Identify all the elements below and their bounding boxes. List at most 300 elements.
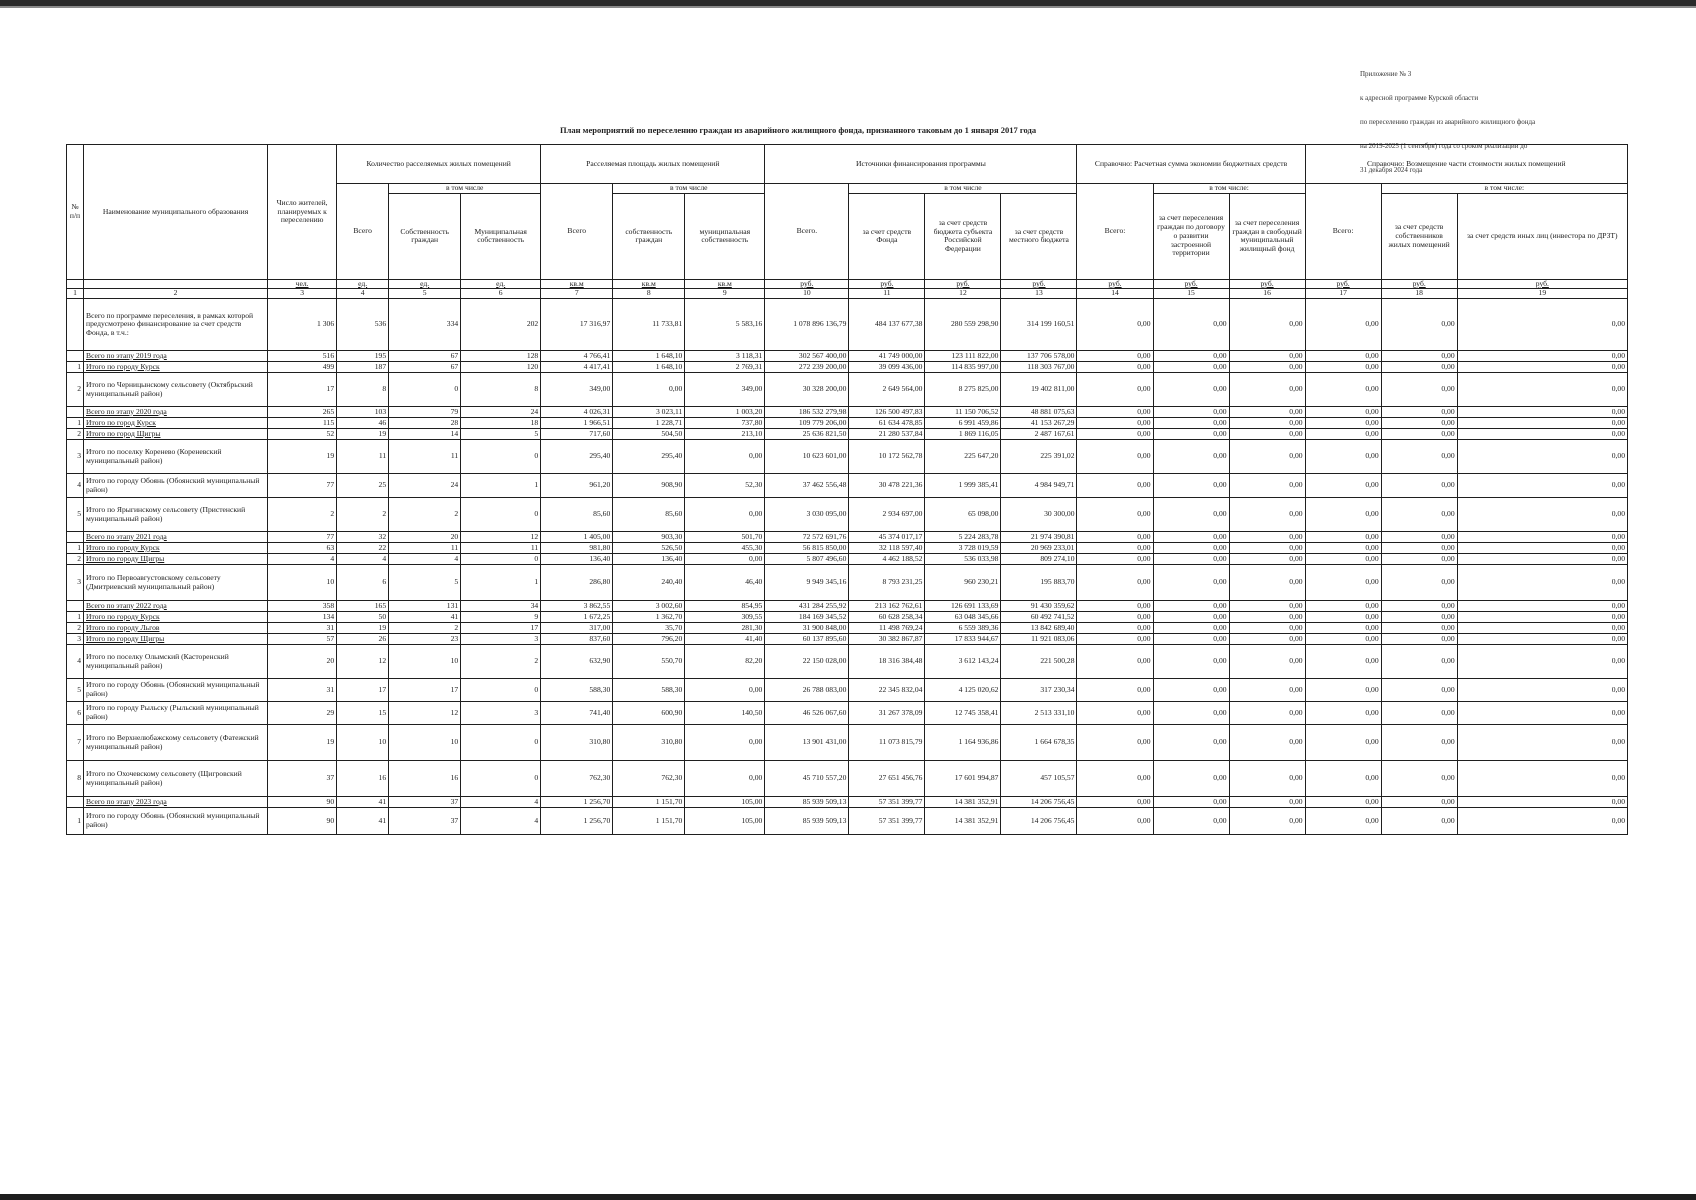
header-fin-total: Всего. [765,184,849,280]
row-name: Итого по городу Курск [84,362,268,373]
row-value: 14 206 756,45 [1001,808,1077,835]
row-value: 25 [337,474,389,498]
row-value: 0,00 [1457,554,1627,565]
table-row [67,645,1628,679]
row-value: 981,80 [541,543,613,554]
column-number: 3 [268,289,337,299]
row-value: 0,00 [1305,362,1381,373]
row-value: 0,00 [1305,543,1381,554]
table-row [67,554,1628,565]
row-value: 280 559 298,90 [925,299,1001,351]
row-value: 39 099 436,00 [849,362,925,373]
row-value: 19 [337,623,389,634]
row-value: 41 153 267,29 [1001,418,1077,429]
unit-cell: руб. [849,279,925,289]
row-value: 8 [337,373,389,407]
appendix-line: 31 декабря 2024 года [1360,166,1423,174]
row-value: 8 [461,373,541,407]
table-row [67,761,1628,797]
row-name: Итого по городу Льгов [84,623,268,634]
table-row [67,351,1628,362]
row-value: 46 [337,418,389,429]
column-number: 5 [389,289,461,299]
row-value: 0 [461,679,541,702]
row-value: 187 [337,362,389,373]
row-value: 499 [268,362,337,373]
row-value: 0,00 [1305,373,1381,407]
row-value: 15 [337,702,389,725]
row-value: 0,00 [1229,440,1305,474]
column-number: 14 [1077,289,1153,299]
row-value: 1 966,51 [541,418,613,429]
row-value: 5 [461,429,541,440]
row-value: 6 [337,565,389,601]
row-index: 3 [67,634,84,645]
table-row [67,601,1628,612]
row-value: 0 [461,725,541,761]
row-value: 0,00 [1381,532,1457,543]
row-value: 0,00 [1077,474,1153,498]
row-value: 2 [268,498,337,532]
row-value: 0,00 [1457,407,1627,418]
column-numbers-row [67,289,1628,299]
row-value: 0,00 [1381,645,1457,679]
table-row [67,679,1628,702]
row-value: 72 572 691,76 [765,532,849,543]
row-value: 123 111 822,00 [925,351,1001,362]
row-value: 79 [389,407,461,418]
row-value: 11 733,81 [613,299,685,351]
row-value: 221 500,28 [1001,645,1077,679]
row-value: 309,55 [685,612,765,623]
table-row [67,565,1628,601]
table-body [67,299,1628,835]
scan-bottom-edge [0,1194,1696,1200]
row-value: 0,00 [1457,429,1627,440]
row-value: 0,00 [1305,351,1381,362]
header-econ-incl: в том числе: [1153,184,1305,194]
unit-cell: руб. [1077,279,1153,289]
row-value: 334 [389,299,461,351]
row-value: 0,00 [1381,761,1457,797]
unit-cell [67,279,84,289]
row-index: 2 [67,554,84,565]
row-value: 30 478 221,36 [849,474,925,498]
row-value: 0,00 [1305,532,1381,543]
row-value: 3 118,31 [685,351,765,362]
row-value: 1 [461,474,541,498]
row-value: 0,00 [1077,299,1153,351]
row-value: 118 303 767,00 [1001,362,1077,373]
row-name: Итого по поселку Олымский (Касторенский муниципальный район) [84,645,268,679]
row-value: 20 [268,645,337,679]
row-name: Итого по Ярыгинскому сельсовету (Пристенский муниципальный район) [84,498,268,532]
row-value: 0,00 [1153,612,1229,623]
row-value: 0,00 [1229,702,1305,725]
row-value: 0,00 [1153,565,1229,601]
row-value: 4 766,41 [541,351,613,362]
row-value: 0,00 [1457,532,1627,543]
column-number: 8 [613,289,685,299]
row-value: 1 999 385,41 [925,474,1001,498]
row-value: 13 901 431,00 [765,725,849,761]
row-value: 0,00 [1153,702,1229,725]
column-number: 7 [541,289,613,299]
row-value: 4 026,31 [541,407,613,418]
row-value: 0,00 [1457,440,1627,474]
row-value: 1 256,70 [541,797,613,808]
row-value: 0,00 [1077,418,1153,429]
row-value: 10 [268,565,337,601]
row-value: 0,00 [1229,565,1305,601]
column-number: 2 [84,289,268,299]
row-value: 0,00 [685,725,765,761]
row-value: 37 [389,797,461,808]
row-value: 65 098,00 [925,498,1001,532]
row-value: 762,30 [613,761,685,797]
row-value: 295,40 [541,440,613,474]
table-row [67,725,1628,761]
unit-cell: чел. [268,279,337,289]
row-value: 0,00 [1457,623,1627,634]
column-number: 1 [67,289,84,299]
row-value: 16 [337,761,389,797]
row-value: 6 559 389,36 [925,623,1001,634]
row-value: 41 [337,797,389,808]
row-value: 4 [461,808,541,835]
header-subject-budget: за счет средств бюджета субъекта Российской Федерации [925,193,1001,279]
row-value: 0,00 [1457,565,1627,601]
row-value: 114 835 997,00 [925,362,1001,373]
row-value: 0,00 [1077,351,1153,362]
row-value: 0,00 [1229,554,1305,565]
row-value: 0,00 [1381,797,1457,808]
unit-cell: кв.м [685,279,765,289]
header-comp-investor: за счет средств иных лиц (инвестора по ДРЗТ) [1457,193,1627,279]
row-name: Всего по этапу 2020 года [84,407,268,418]
row-value: 0,00 [1153,474,1229,498]
header-area-incl: в том числе [613,184,765,194]
row-value: 0,00 [1457,808,1627,835]
row-value: 0,00 [1229,725,1305,761]
header-finance-group: Источники финансирования программы [765,145,1077,184]
row-value: 2 [389,623,461,634]
row-index: 1 [67,418,84,429]
row-value: 0,00 [1457,543,1627,554]
header-area-own: собственность граждан [613,193,685,279]
row-value: 0 [461,498,541,532]
row-index: 2 [67,623,84,634]
row-value: 0,00 [1153,601,1229,612]
row-value: 272 239 200,00 [765,362,849,373]
column-number: 9 [685,289,765,299]
row-value: 0,00 [1305,474,1381,498]
row-value: 0,00 [1457,498,1627,532]
row-name: Итого по городу Щигры [84,554,268,565]
unit-cell: кв.м [541,279,613,289]
row-name: Всего по программе переселения, в рамках которой предусмотрено финансирование за счет средств Фонда, в т.ч.: [84,299,268,351]
row-value: 63 [268,543,337,554]
table-row [67,612,1628,623]
row-value: 0,00 [1229,532,1305,543]
row-name: Итого по город Курск [84,418,268,429]
row-name: Итого по Первоавгустовскому сельсовету (Дмитриевский муниципальный район) [84,565,268,601]
table-row [67,634,1628,645]
row-value: 717,60 [541,429,613,440]
row-value: 0,00 [1077,612,1153,623]
row-value: 2 487 167,61 [1001,429,1077,440]
row-value: 0,00 [1457,797,1627,808]
row-value: 28 [389,418,461,429]
row-value: 1 078 896 136,79 [765,299,849,351]
row-value: 0,00 [1305,761,1381,797]
row-value: 0,00 [1381,474,1457,498]
row-value: 4 [337,554,389,565]
row-value: 0,00 [685,761,765,797]
row-value: 41,40 [685,634,765,645]
row-value: 17 [337,679,389,702]
row-value: 77 [268,532,337,543]
row-value: 0,00 [1153,554,1229,565]
row-value: 1 648,10 [613,351,685,362]
row-value: 0,00 [1381,418,1457,429]
row-value: 32 118 597,40 [849,543,925,554]
row-value: 0,00 [1077,623,1153,634]
header-area-total: Всего [541,184,613,280]
row-value: 20 [389,532,461,543]
row-index: 3 [67,565,84,601]
row-value: 0,00 [1229,351,1305,362]
row-value: 0,00 [1229,373,1305,407]
row-value: 34 [461,601,541,612]
row-value: 0,00 [1381,373,1457,407]
row-value: 8 275 825,00 [925,373,1001,407]
row-value: 21 280 537,84 [849,429,925,440]
row-value: 195 [337,351,389,362]
row-value: 1 256,70 [541,808,613,835]
row-value: 19 [268,440,337,474]
row-value: 961,20 [541,474,613,498]
row-value: 737,80 [685,418,765,429]
header-count-total: Всего [337,184,389,280]
row-value: 52,30 [685,474,765,498]
row-value: 0,00 [1305,634,1381,645]
row-value: 0,00 [1153,797,1229,808]
table-row [67,440,1628,474]
row-value: 0,00 [1229,612,1305,623]
row-value: 265 [268,407,337,418]
row-value: 31 267 378,09 [849,702,925,725]
row-value: 0,00 [1077,532,1153,543]
row-name: Всего по этапу 2022 года [84,601,268,612]
unit-cell: ед. [461,279,541,289]
row-value: 455,30 [685,543,765,554]
row-value: 0,00 [685,554,765,565]
row-name: Итого по городу Рыльску (Рыльский муниципальный район) [84,702,268,725]
unit-cell: руб. [1229,279,1305,289]
row-value: 0,00 [1229,623,1305,634]
row-value: 0,00 [1381,362,1457,373]
row-value: 57 351 399,77 [849,808,925,835]
scan-top-shadow [0,6,1696,8]
row-value: 105,00 [685,808,765,835]
row-name: Итого по городу Курск [84,543,268,554]
row-value: 0,00 [1305,797,1381,808]
table-row [67,702,1628,725]
row-value: 0,00 [1457,373,1627,407]
row-value: 3 [461,634,541,645]
row-value: 0,00 [1381,679,1457,702]
row-index: 5 [67,498,84,532]
row-value: 2 769,31 [685,362,765,373]
row-value: 0,00 [1381,554,1457,565]
table-row [67,373,1628,407]
row-value: 1 151,70 [613,797,685,808]
column-number: 19 [1457,289,1627,299]
row-value: 27 651 456,76 [849,761,925,797]
row-value: 0,00 [1153,418,1229,429]
row-value: 457 105,57 [1001,761,1077,797]
row-value: 12 [461,532,541,543]
row-value: 0,00 [1457,679,1627,702]
row-value: 0,00 [1077,679,1153,702]
row-value: 23 [389,634,461,645]
row-value: 3 [461,702,541,725]
row-value: 37 [389,808,461,835]
table-row [67,299,1628,351]
row-name: Итого по городу Обоянь (Обоянский муниципальный район) [84,808,268,835]
row-value: 17 [389,679,461,702]
row-value: 0,00 [1305,702,1381,725]
row-value: 854,95 [685,601,765,612]
unit-cell: руб. [1153,279,1229,289]
row-value: 2 649 564,00 [849,373,925,407]
row-value: 1 003,20 [685,407,765,418]
unit-cell: кв.м [613,279,685,289]
row-value: 0,00 [1153,725,1229,761]
row-value: 11 [389,440,461,474]
column-number: 4 [337,289,389,299]
row-name: Итого по городу Курск [84,612,268,623]
row-value: 3 030 095,00 [765,498,849,532]
table-row [67,429,1628,440]
row-value: 741,40 [541,702,613,725]
row-value: 349,00 [541,373,613,407]
row-value: 0,00 [1153,373,1229,407]
row-value: 431 284 255,92 [765,601,849,612]
row-value: 31 [268,679,337,702]
appendix-line: на 2019-2025 (1 сентября) года со сроком реализации до [1360,142,1528,150]
row-value: 131 [389,601,461,612]
row-value: 19 [337,429,389,440]
row-value: 0,00 [1153,407,1229,418]
row-value: 0,00 [1229,601,1305,612]
row-value: 0,00 [1457,299,1627,351]
row-value: 1 164 936,86 [925,725,1001,761]
row-value: 0,00 [1457,702,1627,725]
header-comp-owners: за счет средств собственников жилых помещений [1381,193,1457,279]
row-value: 57 [268,634,337,645]
row-name: Итого по поселку Коренево (Кореневский муниципальный район) [84,440,268,474]
row-value: 85,60 [613,498,685,532]
row-value: 0,00 [1305,299,1381,351]
row-value: 302 567 400,00 [765,351,849,362]
row-value: 85,60 [541,498,613,532]
row-value: 115 [268,418,337,429]
row-value: 0,00 [1077,554,1153,565]
row-value: 8 793 231,25 [849,565,925,601]
column-number: 11 [849,289,925,299]
row-value: 0,00 [1381,623,1457,634]
header-area-group: Расселяемая площадь жилых помещений [541,145,765,184]
column-number: 16 [1229,289,1305,299]
row-value: 50 [337,612,389,623]
header-econ-free-fund: за счет переселения граждан в свободный муниципальный жилищный фонд [1229,193,1305,279]
row-index [67,299,84,351]
table-row [67,407,1628,418]
row-index: 7 [67,725,84,761]
row-value: 1 306 [268,299,337,351]
row-value: 61 634 478,85 [849,418,925,429]
row-value: 1 405,00 [541,532,613,543]
row-value: 0,00 [1305,407,1381,418]
row-value: 18 [461,418,541,429]
table-row [67,498,1628,532]
row-value: 1 362,70 [613,612,685,623]
row-value: 10 [337,725,389,761]
row-value: 0,00 [1229,543,1305,554]
row-value: 0,00 [1305,554,1381,565]
row-name: Итого по городу Щигры [84,634,268,645]
row-value: 165 [337,601,389,612]
row-index [67,797,84,808]
row-value: 25 636 821,50 [765,429,849,440]
row-value: 0,00 [1381,725,1457,761]
row-value: 14 [389,429,461,440]
row-value: 314 199 160,51 [1001,299,1077,351]
row-value: 213,10 [685,429,765,440]
row-value: 0,00 [1153,623,1229,634]
row-value: 0,00 [1457,725,1627,761]
row-value: 0,00 [1381,808,1457,835]
row-value: 63 048 345,66 [925,612,1001,623]
table-row [67,797,1628,808]
row-index: 6 [67,702,84,725]
row-value: 632,90 [541,645,613,679]
row-value: 0,00 [1229,808,1305,835]
row-value: 0,00 [1153,299,1229,351]
row-value: 195 883,70 [1001,565,1077,601]
row-value: 5 224 283,78 [925,532,1001,543]
row-value: 0,00 [1229,761,1305,797]
row-value: 26 [337,634,389,645]
row-value: 85 939 509,13 [765,808,849,835]
header-comp-incl: в том числе: [1381,184,1627,194]
row-name: Всего по этапу 2021 года [84,532,268,543]
row-value: 0,00 [1457,761,1627,797]
row-value: 0,00 [1229,299,1305,351]
row-value: 0,00 [1305,645,1381,679]
row-value: 37 [268,761,337,797]
row-value: 0,00 [1229,797,1305,808]
row-value: 0,00 [1077,725,1153,761]
row-value: 0,00 [1381,351,1457,362]
row-value: 52 [268,429,337,440]
row-value: 0,00 [1305,601,1381,612]
row-value: 126 500 497,83 [849,407,925,418]
row-value: 48 881 075,63 [1001,407,1077,418]
table-row [67,532,1628,543]
